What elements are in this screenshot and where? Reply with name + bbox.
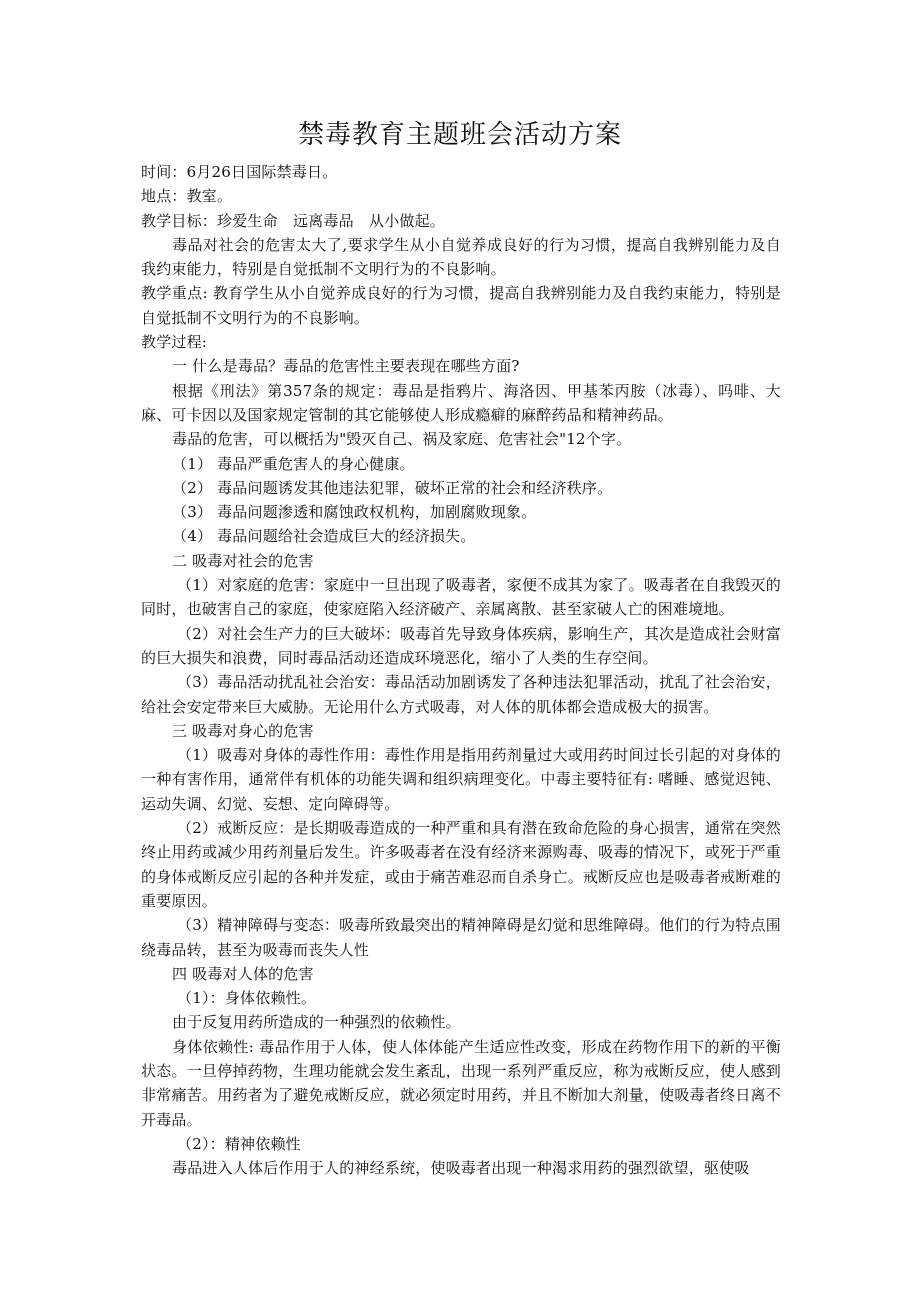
paragraph-teaching-focus: 教学重点: 教育学生从小自觉养成良好的行为习惯，提高自我辨别能力及自我约束能力，特别是自觉抵制不文明行为的不良影响。	[141, 284, 781, 327]
paragraph-teaching-goal: 教学目标：珍爱生命 远离毒品 从小做起。	[141, 211, 446, 230]
paragraph-public-order-harm: （3）毒品活动扰乱社会治安：毒品活动加剧诱发了各种违法犯罪活动，扰乱了社会治安，给社会安定带来巨大威胁。无论用什么方式吸毒，对人体的肌体都会造成极大的损害。	[141, 673, 781, 716]
paragraph-family-harm: （1）对家庭的危害：家庭中一旦出现了吸毒者，家便不成其为家了。吸毒者在自我毁灭的同时，也破害自己的家庭，使家庭陷入经济破产、亲属离散、甚至家破人亡的困难境地。	[141, 576, 781, 619]
paragraph-mental-dependence-detail: 毒品进入人体后作用于人的神经系统，使吸毒者出现一种渴求用药的强烈欲望，驱使吸	[172, 1159, 750, 1178]
paragraph-toxic-effect: （1）吸毒对身体的毒性作用：毒性作用是指用药剂量过大或用药时间过长引起的对身体的一种有害作用，通常伴有机体的功能失调和组织病理变化。中毒主要特征有: 嗜睡、感觉迟钝、运动失调、幻觉、妄想、定向障碍等。	[141, 746, 781, 813]
section-heading-2: 二 吸毒对社会的危害	[172, 551, 314, 570]
paragraph-location: 地点：教室。	[141, 187, 233, 206]
paragraph-teaching-process: 教学过程:	[141, 333, 208, 352]
paragraph-physical-dependence-detail: 身体依赖性: 毒品作用于人体，使人体体能产生适应性改变，形成在药物作用下的新的平衡状态。一旦停掉药物，生理功能就会发生紊乱，出现一系列严重反应，称为戒断反应，使人感到非常痛苦。用药者为了避免戒断反应，就必须定时用药，并且不断加大剂量，使吸毒者终日离不开毒品。	[141, 1037, 781, 1129]
section-heading-3: 三 吸毒对身心的危害	[172, 721, 314, 740]
paragraph-productivity-harm: （2）对社会生产力的巨大破坏：吸毒首先导致身体疾病，影响生产，其次是造成社会财富的巨大损失和浪费，同时毒品活动还造成环境恶化，缩小了人类的生存空间。	[141, 624, 781, 667]
list-item-harm-3: （3） 毒品问题渗透和腐蚀政权机构，加剧腐败现象。	[172, 503, 537, 522]
paragraph-mental-dependence-title: （2）：精神依赖性	[177, 1134, 301, 1153]
paragraph-goal-detail: 毒品对社会的危害太大了,要求学生从小自觉养成良好的行为习惯，提高自我辨别能力及自我约束能力，特别是自觉抵制不文明行为的不良影响。	[141, 235, 781, 279]
paragraph-harm-summary: 毒品的危害，可以概括为"毁灭自己、祸及家庭、危害社会"12个字。	[172, 430, 632, 449]
document-body	[141, 160, 781, 1180]
paragraph-physical-dependence-title: （1）：身体依赖性。	[177, 989, 317, 1008]
paragraph-withdrawal: （2）戒断反应：是长期吸毒造成的一种严重和具有潜在致命危险的身心损害，通常在突然终止用药或减少用药剂量后发生。许多吸毒者在没有经济来源购毒、吸毒的情况下，或死于严重的身体戒断反应引起的各种并发症，或由于痛苦难忍而自杀身亡。戒断反应也是吸毒者戒断难的重要原因。	[141, 819, 781, 910]
paragraph-time: 时间：6月26日国际禁毒日。	[141, 163, 338, 181]
section-heading-4: 四 吸毒对人体的危害	[172, 964, 314, 983]
paragraph-mental-disorder: （3）精神障碍与变态：吸毒所致最突出的精神障碍是幻觉和思维障碍。他们的行为特点围绕毒品转，甚至为吸毒而丧失人性	[141, 916, 781, 959]
paragraph-definition: 根据《刑法》第357条的规定：毒品是指鸦片、海洛因、甲基苯丙胺（冰毒）、吗啡、大麻、可卡因以及国家规定管制的其它能够使人形成瘾癖的麻醉药品和精神药品。	[141, 381, 781, 424]
document-title: 禁毒教育主题班会活动方案	[297, 120, 622, 150]
section-heading-1: 一 什么是毒品？毒品的危害性主要表现在哪些方面?	[172, 357, 520, 376]
list-item-harm-4: （4） 毒品问题给社会造成巨大的经济损失。	[172, 527, 476, 546]
list-item-harm-1: （1） 毒品严重危害人的身心健康。	[172, 454, 415, 473]
paragraph-physical-dependence-intro: 由于反复用药所造成的一种强烈的依赖性。	[172, 1013, 461, 1032]
list-item-harm-2: （2） 毒品问题诱发其他违法犯罪，破坏正常的社会和经济秩序。	[172, 478, 613, 497]
